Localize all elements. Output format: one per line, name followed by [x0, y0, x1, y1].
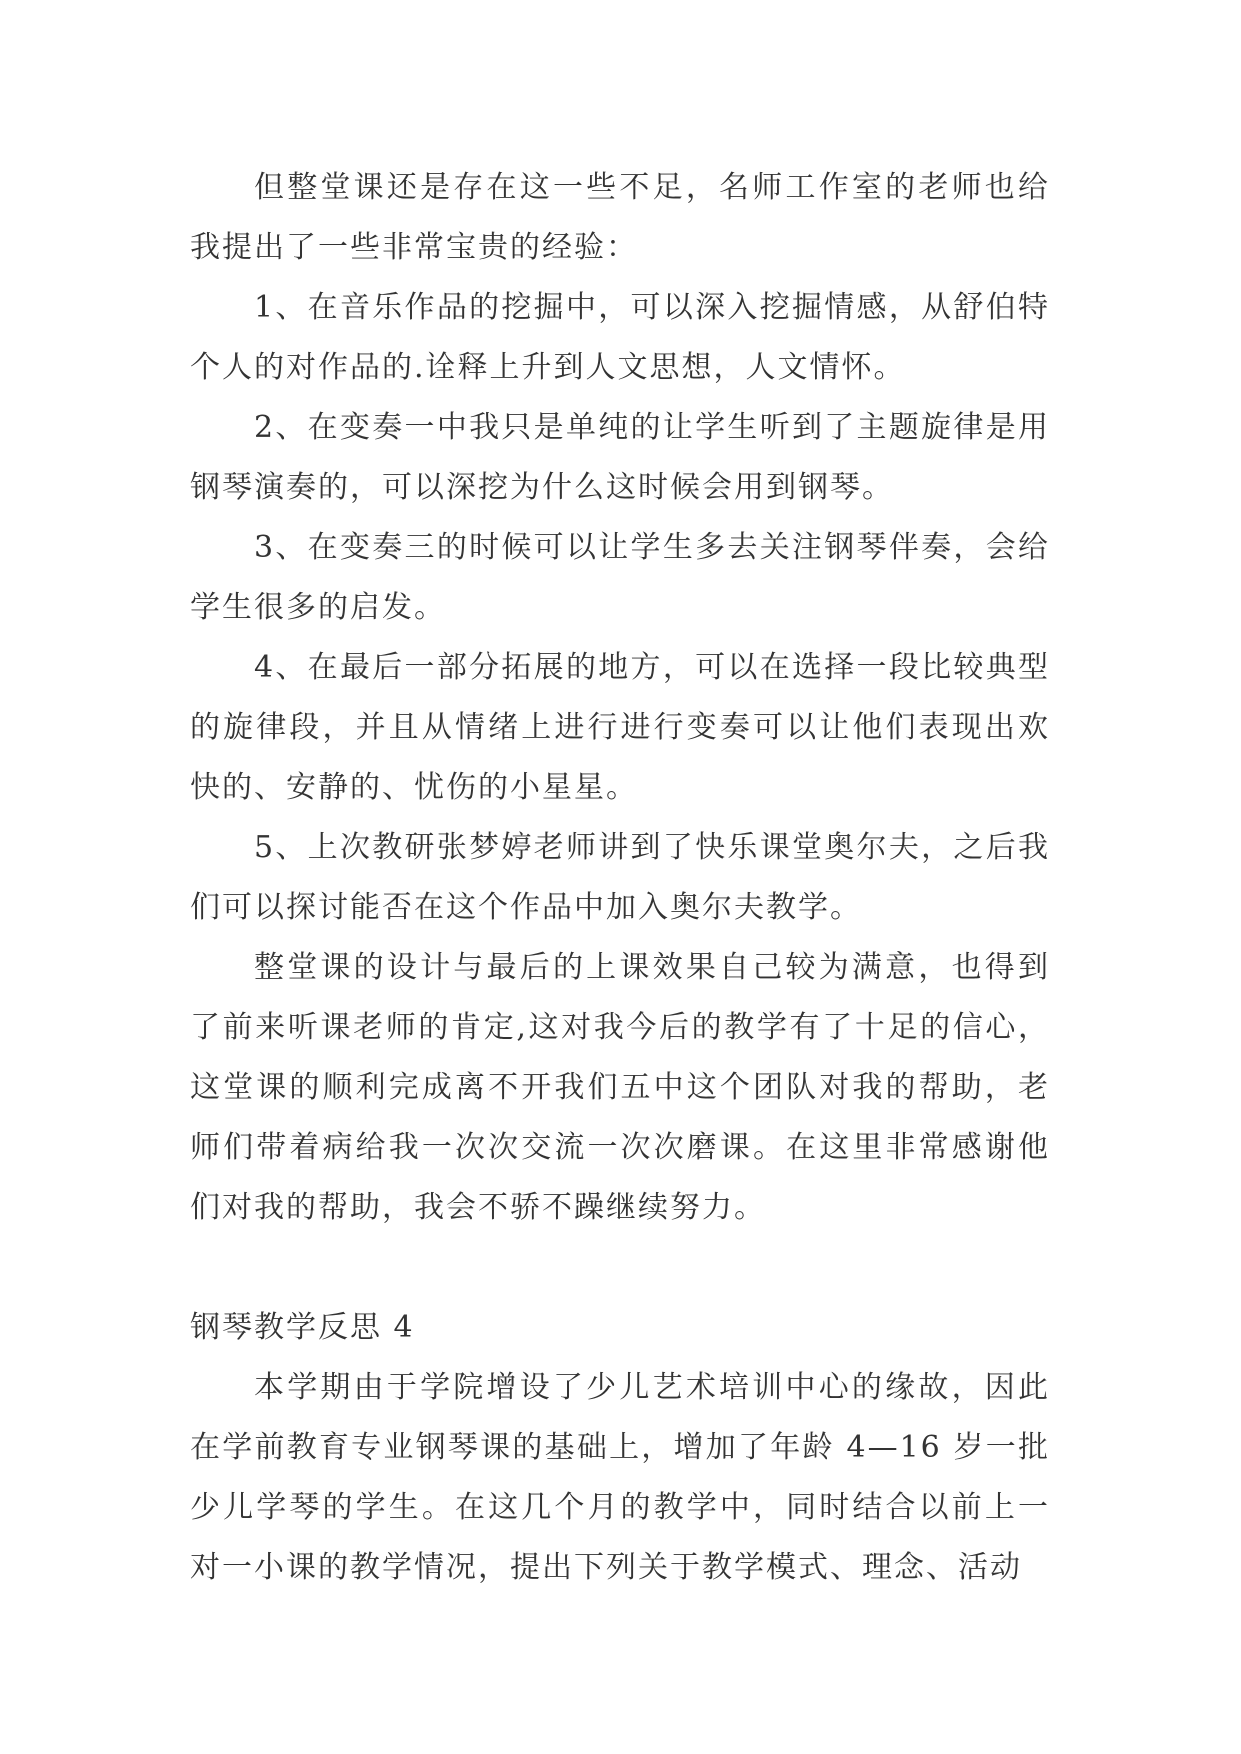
paragraph-section-4-intro: 本学期由于学院增设了少儿艺术培训中心的缘故，因此在学前教育专业钢琴课的基础上，增加了年龄 4—16 岁一批少儿学琴的学生。在这几个月的教学中，同时结合以前上一对一小课的教学情况，提出下列关于教学模式、理念、活动 — [190, 1370, 1050, 1585]
paragraph-conclusion: 整堂课的设计与最后的上课效果自己较为满意，也得到了前来听课老师的肯定,这对我今后的教学有了十足的信心，这堂课的顺利完成离不开我们五中这个团队对我的帮助，老师们带着病给我一次次交流一次次磨课。在这里非常感谢他们对我的帮助，我会不骄不躁继续努力。 — [190, 950, 1050, 1225]
paragraph-point-2: 2、在变奏一中我只是单纯的让学生听到了主题旋律是用钢琴演奏的，可以深挖为什么这时候会用到钢琴。 — [190, 410, 1050, 505]
document-body — [190, 158, 1050, 1598]
paragraph-point-5: 5、上次教研张梦婷老师讲到了快乐课堂奥尔夫，之后我们可以探讨能否在这个作品中加入奥尔夫教学。 — [190, 830, 1050, 925]
paragraph-point-1: 1、在音乐作品的挖掘中，可以深入挖掘情感，从舒伯特个人的对作品的.诠释上升到人文思想，人文情怀。 — [190, 290, 1050, 385]
paragraph-point-4: 4、在最后一部分拓展的地方，可以在选择一段比较典型的旋律段，并且从情绪上进行进行变奏可以让他们表现出欢快的、安静的、忧伤的小星星。 — [190, 650, 1050, 805]
section-heading: 钢琴教学反思 4 — [190, 1310, 415, 1345]
paragraph-intro: 但整堂课还是存在这一些不足，名师工作室的老师也给我提出了一些非常宝贵的经验： — [190, 170, 1050, 265]
paragraph-point-3: 3、在变奏三的时候可以让学生多去关注钢琴伴奏，会给学生很多的启发。 — [190, 530, 1050, 625]
